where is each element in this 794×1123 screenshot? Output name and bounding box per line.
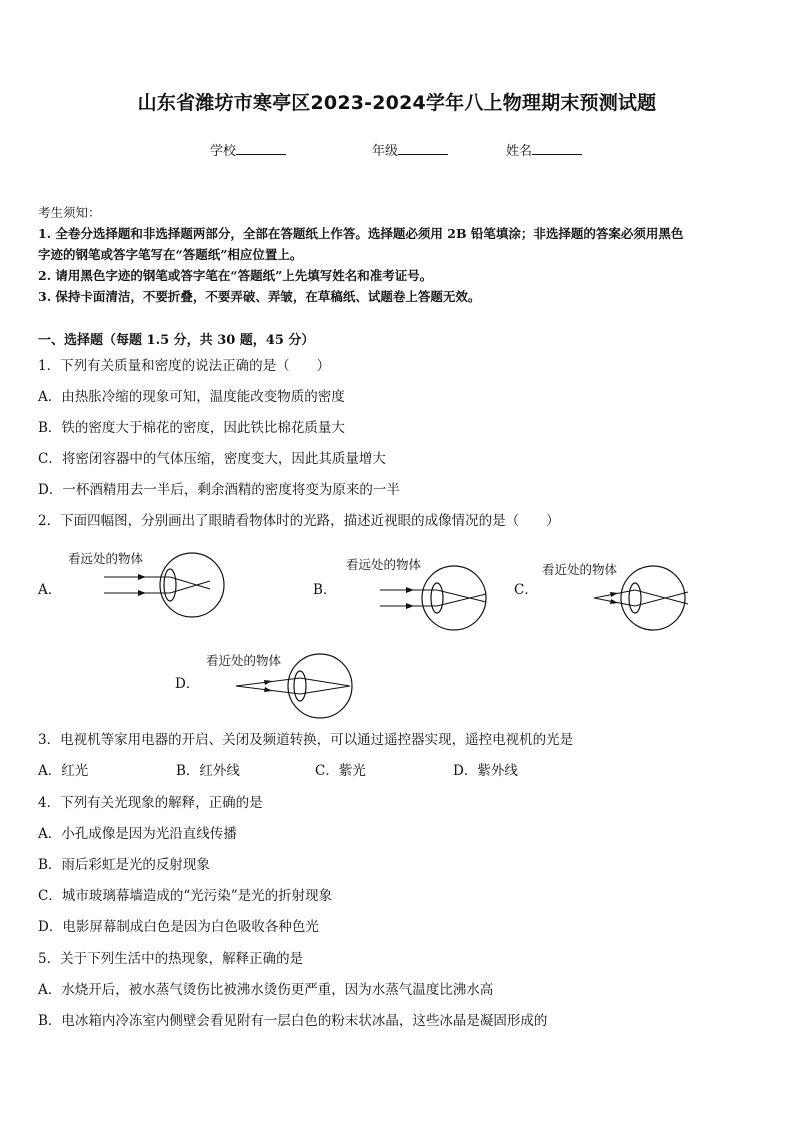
q4-stem: 4．下列有关光现象的解释，正确的是 [38, 795, 263, 811]
school-blank[interactable] [236, 142, 286, 155]
q2-diagram-c [538, 558, 698, 638]
q3-stem: 3．电视机等家用电器的开启、关闭及频道转换，可以通过遥控器实现，遥控电视机的光是 [38, 732, 574, 748]
q1-stem: 1．下列有关质量和密度的说法正确的是（ ） [38, 358, 331, 374]
grade-blank[interactable] [398, 142, 448, 155]
q4-option-c: C．城市玻璃幕墙造成的“光污染”是光的折射现象 [38, 888, 333, 904]
q2-label-b: B． [313, 582, 337, 598]
q1-option-a: A．由热胀冷缩的现象可知，温度能改变物质的密度 [38, 389, 345, 405]
section-heading: 一、选择题（每题 1.5 分，共 30 题，45 分） [38, 333, 315, 348]
q5-stem: 5．关于下列生活中的热现象，解释正确的是 [38, 951, 304, 967]
q2-caption-b: 看远处的物体 [346, 557, 422, 572]
q2-stem: 2．下面四幅图，分别画出了眼睛看物体时的光路，描述近视眼的成像情况的是（ ） [38, 513, 560, 529]
q2-label-d: D． [175, 676, 200, 692]
notice-item-1-line-1: 1. 全卷分选择题和非选择题两部分，全部在答题纸上作答。选择题必须用 2B 铅笔填涂；非选择题的答案必须用黑色 [38, 226, 684, 241]
q2-label-c: C． [514, 582, 538, 598]
q2-caption-d: 看近处的物体 [206, 653, 282, 668]
q2-label-a: A． [38, 582, 62, 598]
q3-option-a: A．红光 [38, 763, 89, 779]
q4-option-d: D．电影屏幕制成白色是因为白色吸收各种色光 [38, 919, 319, 935]
q2-diagram-b [340, 552, 500, 632]
school-field [210, 140, 286, 159]
notice-item-2: 2. 请用黑色字迹的钢笔或答字笔在“答题纸”上先填写姓名和准考证号。 [38, 268, 433, 283]
q2-caption-a: 看远处的物体 [68, 551, 144, 566]
school-label: 学校 [210, 144, 237, 159]
grade-field [372, 140, 448, 159]
q2-diagram-a [60, 545, 240, 625]
q1-option-b: B．铁的密度大于棉花的密度，因此铁比棉花质量大 [38, 420, 345, 436]
name-field [506, 140, 582, 159]
grade-label: 年级 [372, 144, 399, 159]
q1-option-d: D．一杯酒精用去一半后，剩余酒精的密度将变为原来的一半 [38, 482, 400, 498]
q1-option-c: C．将密闭容器中的气体压缩，密度变大，因此其质量增大 [38, 451, 386, 467]
notice-heading: 考生须知： [38, 205, 101, 220]
q3-option-b: B．红外线 [176, 763, 240, 779]
notice-item-1-line-2: 字迹的钢笔或答字笔写在“答题纸”相应位置上。 [38, 247, 303, 262]
q2-caption-c: 看近处的物体 [542, 562, 618, 577]
q5-option-b: B．电冰箱内冷冻室内侧壁会看见附有一层白色的粉末状冰晶，这些冰晶是凝固形成的 [38, 1013, 548, 1029]
q4-option-a: A．小孔成像是因为光沿直线传播 [38, 826, 237, 842]
name-label: 姓名 [506, 144, 533, 159]
q3-option-d: D．紫外线 [453, 763, 518, 779]
q3-option-c: C．紫光 [315, 763, 366, 779]
q4-option-b: B．雨后彩虹是光的反射现象 [38, 857, 210, 873]
q5-option-a: A．水烧开后，被水蒸气烫伤比被沸水烫伤更严重，因为水蒸气温度比沸水高 [38, 982, 494, 998]
name-blank[interactable] [532, 142, 582, 155]
page-title: 山东省潍坊市寒亭区2023-2024学年八上物理期末预测试题 [137, 92, 657, 114]
notice-item-3: 3. 保持卡面清洁，不要折叠，不要弄破、弄皱，在草稿纸、试题卷上答题无效。 [38, 289, 481, 304]
q2-diagram-d [200, 650, 360, 730]
